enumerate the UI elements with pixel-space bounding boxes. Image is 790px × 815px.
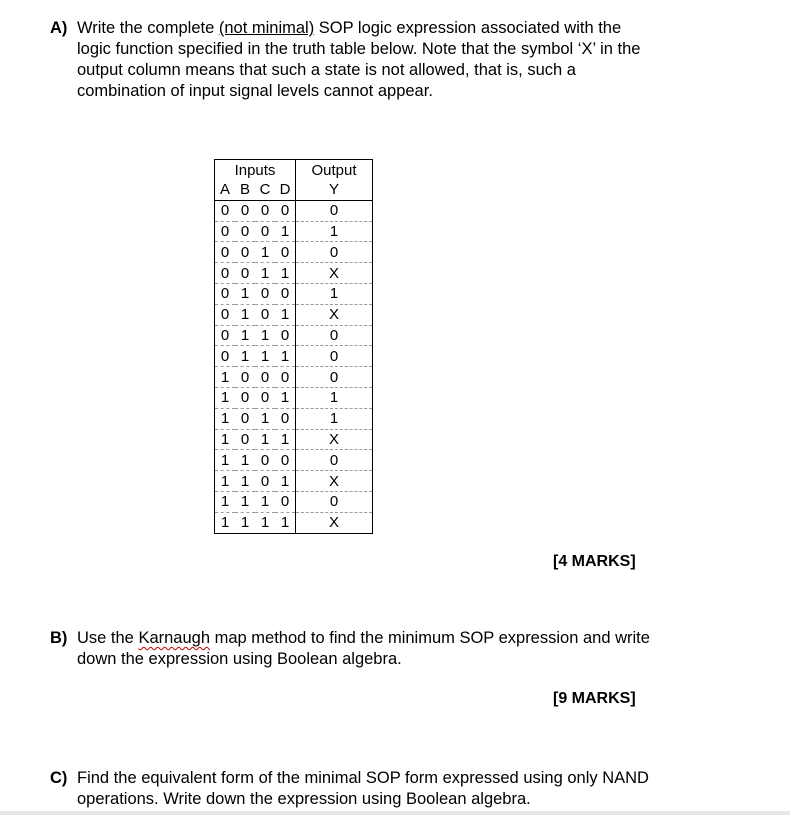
question-a-text <box>77 18 650 102</box>
cell-c: 0 <box>255 450 275 471</box>
cell-b: 1 <box>235 450 255 471</box>
cell-c: 1 <box>255 408 275 429</box>
cell-d: 1 <box>275 304 296 325</box>
table-row <box>215 325 372 346</box>
table-row <box>215 283 372 304</box>
cell-b: 1 <box>235 283 255 304</box>
cell-y: 0 <box>296 346 373 367</box>
cell-y: 0 <box>296 450 373 471</box>
cell-a: 1 <box>215 471 235 492</box>
question-c-text: Find the equivalent form of the minimal SOP form expressed using only NAND operations. Write down the expression using Boolean algebra. <box>77 769 649 808</box>
question-a-marks: [4 MARKS] <box>553 553 636 570</box>
cell-c: 0 <box>255 200 275 221</box>
cell-b: 0 <box>235 263 255 284</box>
inputs-header: Inputs <box>234 161 276 179</box>
cell-d: 0 <box>275 200 296 221</box>
cell-a: 1 <box>215 429 235 450</box>
question-b-text-3: map method to find the minimum SOP expression and write down the expression using Boolean algebra. <box>77 629 650 668</box>
question-a-text-1: Write the complete <box>77 19 219 37</box>
cell-c: 1 <box>255 325 275 346</box>
cell-c: 1 <box>255 242 275 263</box>
cell-d: 0 <box>275 408 296 429</box>
question-c-label: C) <box>50 769 68 787</box>
cell-b: 1 <box>235 471 255 492</box>
cell-y: 1 <box>296 283 373 304</box>
cell-c: 0 <box>255 221 275 242</box>
question-b-text-1: Use the <box>77 629 139 647</box>
cell-d: 0 <box>275 283 296 304</box>
cell-y: 1 <box>296 221 373 242</box>
cell-a: 1 <box>215 408 235 429</box>
cell-y: X <box>296 304 373 325</box>
cell-d: 0 <box>275 325 296 346</box>
column-header-d: D <box>275 180 296 200</box>
table-row <box>215 512 372 532</box>
cell-y: 0 <box>296 367 373 388</box>
cell-d: 1 <box>275 387 296 408</box>
cell-d: 0 <box>275 367 296 388</box>
cell-d: 1 <box>275 471 296 492</box>
cell-c: 0 <box>255 367 275 388</box>
table-row <box>215 471 372 492</box>
cell-a: 0 <box>215 283 235 304</box>
cell-y: 0 <box>296 200 373 221</box>
cell-b: 1 <box>235 325 255 346</box>
table-row <box>215 429 372 450</box>
cell-b: 0 <box>235 408 255 429</box>
cell-b: 0 <box>235 242 255 263</box>
question-a-text-3: SOP logic expression associated with the logic function specified in the truth table below. Note that the symbol ‘X’ in the output column means that such a state is not allowed, that is, such a combination of input signal levels cannot appear. <box>77 19 641 100</box>
cell-a: 1 <box>215 491 235 512</box>
cell-d: 0 <box>275 242 296 263</box>
output-header: Output <box>296 160 373 180</box>
cell-d: 1 <box>280 514 290 532</box>
question-b-label: B) <box>50 629 68 647</box>
column-header-a: A <box>215 180 235 200</box>
question-a-label: A) <box>50 19 68 37</box>
column-header-c: C <box>255 180 275 200</box>
cell-a: 0 <box>215 263 235 284</box>
cell-y: 0 <box>296 325 373 346</box>
cell-c: 1 <box>255 429 275 450</box>
cell-c: 1 <box>255 263 275 284</box>
cell-b: 0 <box>235 387 255 408</box>
cell-y: X <box>296 471 373 492</box>
cell-a: 1 <box>215 450 235 471</box>
cell-a: 0 <box>215 221 235 242</box>
cell-a: 0 <box>215 200 235 221</box>
question-b <box>50 628 650 670</box>
cell-a: 0 <box>215 325 235 346</box>
question-a-underlined: (not minimal) <box>218 19 315 37</box>
cell-y: X <box>296 263 373 284</box>
table-row <box>215 346 372 367</box>
cell-a: 0 <box>215 242 235 263</box>
cell-c: 0 <box>255 304 275 325</box>
cell-c: 1 <box>255 346 275 367</box>
cell-b: 0 <box>235 200 255 221</box>
cell-a: 1 <box>215 387 235 408</box>
cell-d: 1 <box>275 429 296 450</box>
cell-d: 1 <box>275 346 296 367</box>
table-row <box>215 263 372 284</box>
truth-table <box>215 160 372 533</box>
cell-a: 1 <box>220 514 230 532</box>
cell-b: 0 <box>235 221 255 242</box>
question-b-text <box>77 628 650 670</box>
cell-b: 1 <box>235 491 255 512</box>
cell-y: 1 <box>296 387 373 408</box>
cell-a: 0 <box>215 304 235 325</box>
cell-b: 0 <box>235 429 255 450</box>
cell-c: 1 <box>260 514 270 532</box>
table-row <box>215 387 372 408</box>
table-row <box>215 304 372 325</box>
cell-d: 1 <box>275 263 296 284</box>
table-row <box>215 221 372 242</box>
question-a <box>50 18 650 102</box>
cell-y: 1 <box>296 408 373 429</box>
table-row <box>215 200 372 221</box>
question-b-marks: [9 MARKS] <box>553 690 636 707</box>
cell-b: 1 <box>235 304 255 325</box>
page-bottom-edge <box>0 811 790 815</box>
cell-y: X <box>296 429 373 450</box>
truth-table-group-header <box>215 160 372 180</box>
cell-c: 1 <box>255 491 275 512</box>
cell-y: 0 <box>296 242 373 263</box>
cell-d: 0 <box>275 450 296 471</box>
cell-b: 1 <box>235 346 255 367</box>
question-b-spellcheck-word: Karnaugh <box>138 629 211 647</box>
cell-c: 0 <box>255 283 275 304</box>
cell-y: 0 <box>296 491 373 512</box>
table-row <box>215 242 372 263</box>
column-header-b: B <box>235 180 255 200</box>
cell-c: 0 <box>255 471 275 492</box>
cell-y: X <box>296 512 373 532</box>
cell-c: 0 <box>255 387 275 408</box>
cell-d: 1 <box>275 221 296 242</box>
column-header-y: Y <box>296 180 373 200</box>
truth-table-column-header <box>215 180 372 200</box>
cell-b: 1 <box>240 514 250 532</box>
table-row <box>215 491 372 512</box>
table-row <box>215 450 372 471</box>
cell-a: 0 <box>215 346 235 367</box>
table-row <box>215 367 372 388</box>
cell-b: 0 <box>235 367 255 388</box>
cell-a: 1 <box>215 367 235 388</box>
question-c <box>50 768 650 810</box>
cell-d: 0 <box>275 491 296 512</box>
table-row <box>215 408 372 429</box>
